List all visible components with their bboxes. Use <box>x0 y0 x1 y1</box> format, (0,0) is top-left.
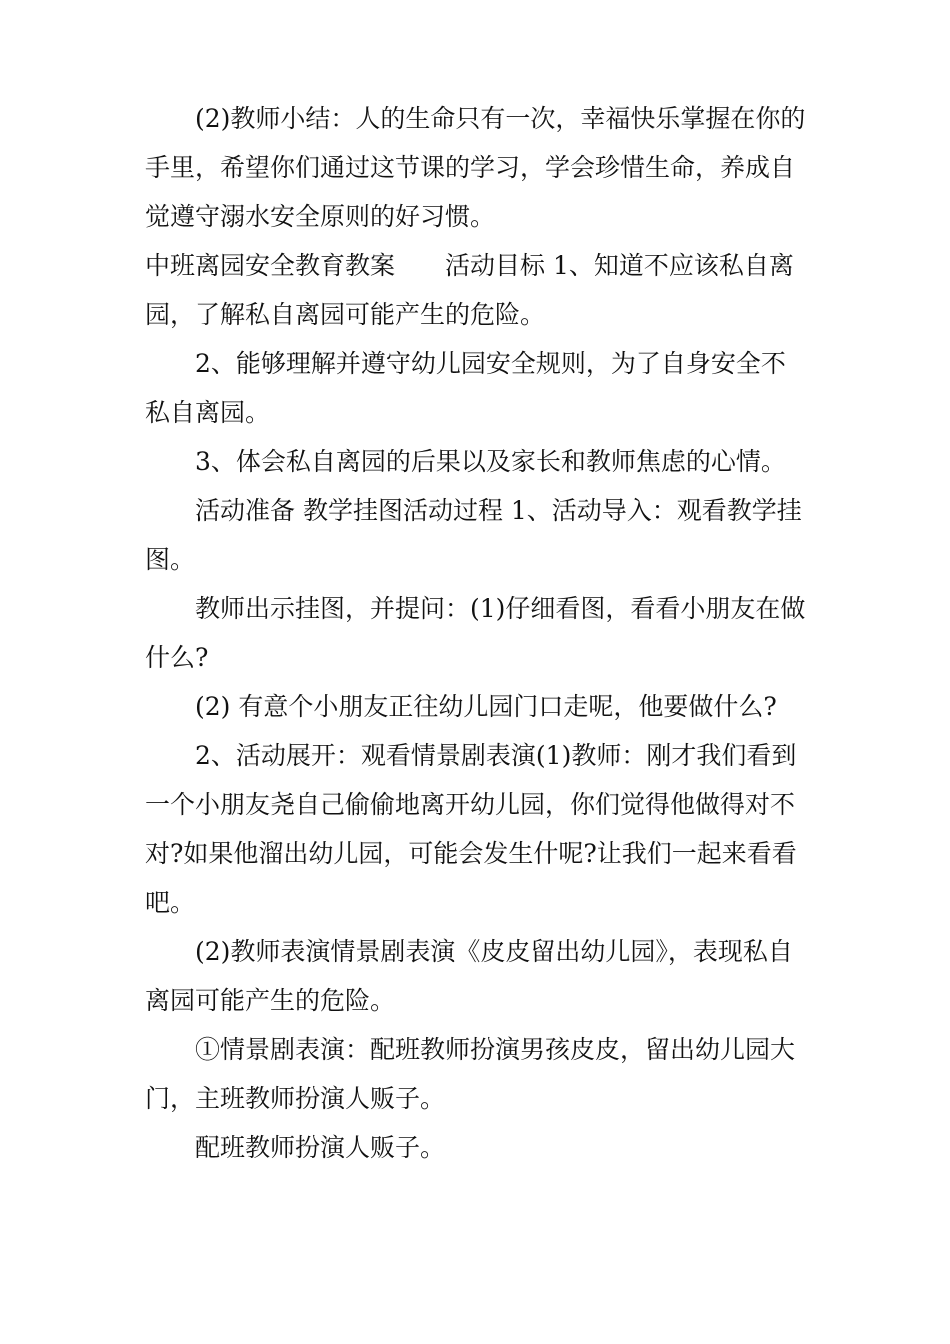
document-page <box>145 94 810 1172</box>
paragraph-skit-roles: ①情景剧表演：配班教师扮演男孩皮皮，留出幼儿园大门，主班教师扮演人贩子。 <box>145 1035 796 1113</box>
paragraph-teacher-summary: (2)教师小结：人的生命只有一次，幸福快乐掌握在你的手里，希望你们通过这节课的学习，学会珍惜生命，养成自觉遵守溺水安全原则的好习惯。 <box>145 104 806 231</box>
paragraph-goal-3: 3、体会私自离园的后果以及家长和教师焦虑的心情。 <box>195 447 786 476</box>
paragraph-question-1: 教师出示挂图，并提问：(1)仔细看图，看看小朋友在做什么? <box>145 594 806 672</box>
paragraph-lesson-title-goal-1: 中班离园安全教育教案 活动目标 1、知道不应该私自离园，了解私自离园可能产生的危险。 <box>145 251 794 329</box>
paragraph-trafficker-role: 配班教师扮演人贩子。 <box>195 1133 446 1162</box>
paragraph-goal-2: 2、能够理解并遵守幼儿园安全规则，为了自身安全不私自离园。 <box>145 349 786 427</box>
paragraph-question-2: (2) 有意个小朋友正往幼儿园门口走呢，他要做什么? <box>195 692 777 721</box>
paragraph-activity-unfold: 2、活动展开：观看情景剧表演(1)教师：刚才我们看到一个小朋友尧自己偷偷地离开幼儿园，你们觉得他做得对不对?如果他溜出幼儿园，可能会发生什呢?让我们一起来看看吧。 <box>145 741 797 917</box>
paragraph-preparation: 活动准备 教学挂图活动过程 1、活动导入：观看教学挂图。 <box>145 496 802 574</box>
paragraph-teacher-performance: (2)教师表演情景剧表演《皮皮留出幼儿园》，表现私自离园可能产生的危险。 <box>145 937 793 1015</box>
